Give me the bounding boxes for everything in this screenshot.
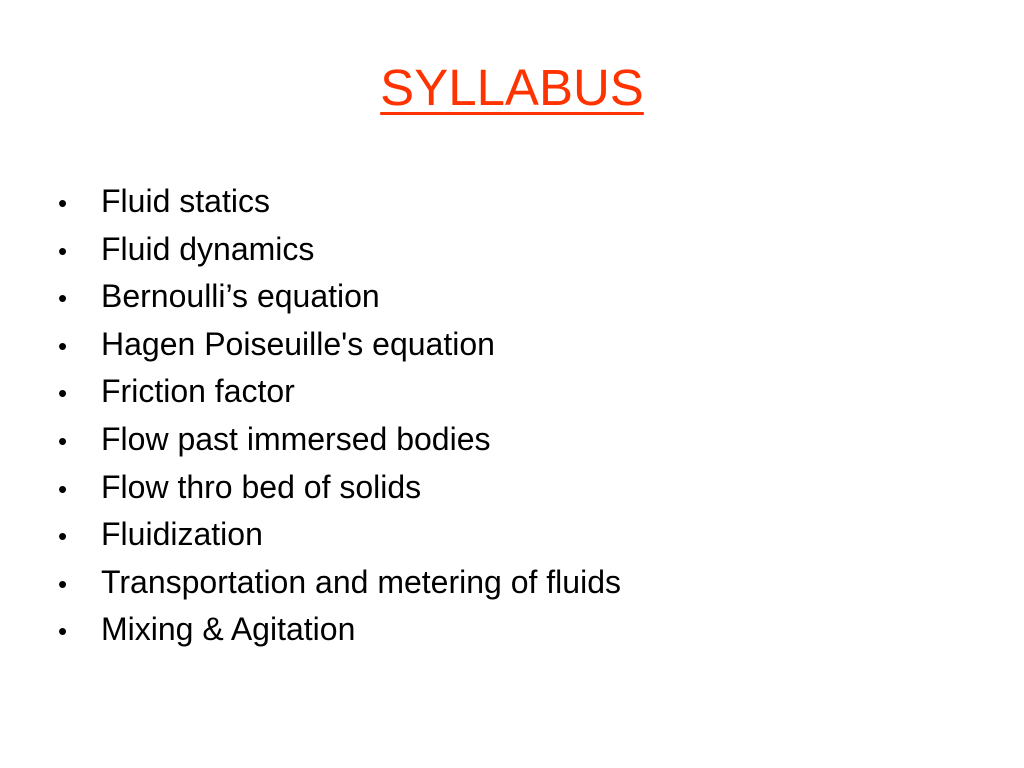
- bullet-icon: •: [58, 378, 68, 409]
- topic-label: Fluid dynamics: [101, 230, 315, 267]
- list-item: [58, 416, 621, 464]
- list-item: [58, 273, 621, 321]
- list-item: [58, 606, 621, 654]
- topic-list: [58, 178, 621, 654]
- bullet-icon: •: [58, 521, 68, 552]
- bullet-icon: •: [58, 616, 68, 647]
- list-item: [58, 511, 621, 559]
- topic-label: Fluidization: [101, 516, 263, 553]
- topic-label: Hagen Poiseuille's equation: [101, 325, 495, 362]
- topic-label: Transportation and metering of fluids: [101, 563, 621, 600]
- topic-label: Flow thro bed of solids: [101, 468, 422, 505]
- slide-title: SYLLABUS: [380, 59, 644, 116]
- list-item: [58, 226, 621, 274]
- bullet-icon: •: [58, 283, 68, 314]
- topic-label: Mixing & Agitation: [101, 611, 356, 648]
- bullet-icon: •: [58, 425, 68, 456]
- list-item: [58, 368, 621, 416]
- topic-label: Friction factor: [101, 373, 295, 410]
- list-item: [58, 178, 621, 226]
- bullet-icon: •: [58, 188, 68, 218]
- topic-label: Flow past immersed bodies: [101, 420, 491, 457]
- bullet-icon: •: [58, 568, 68, 599]
- list-item: [58, 464, 621, 512]
- list-item: [58, 321, 621, 369]
- topic-label: Fluid statics: [101, 183, 270, 219]
- bullet-icon: •: [58, 473, 68, 504]
- list-item: [58, 559, 621, 607]
- bullet-icon: •: [58, 330, 68, 361]
- bullet-icon: •: [58, 235, 68, 266]
- topic-label: Bernoulli’s equation: [101, 278, 380, 315]
